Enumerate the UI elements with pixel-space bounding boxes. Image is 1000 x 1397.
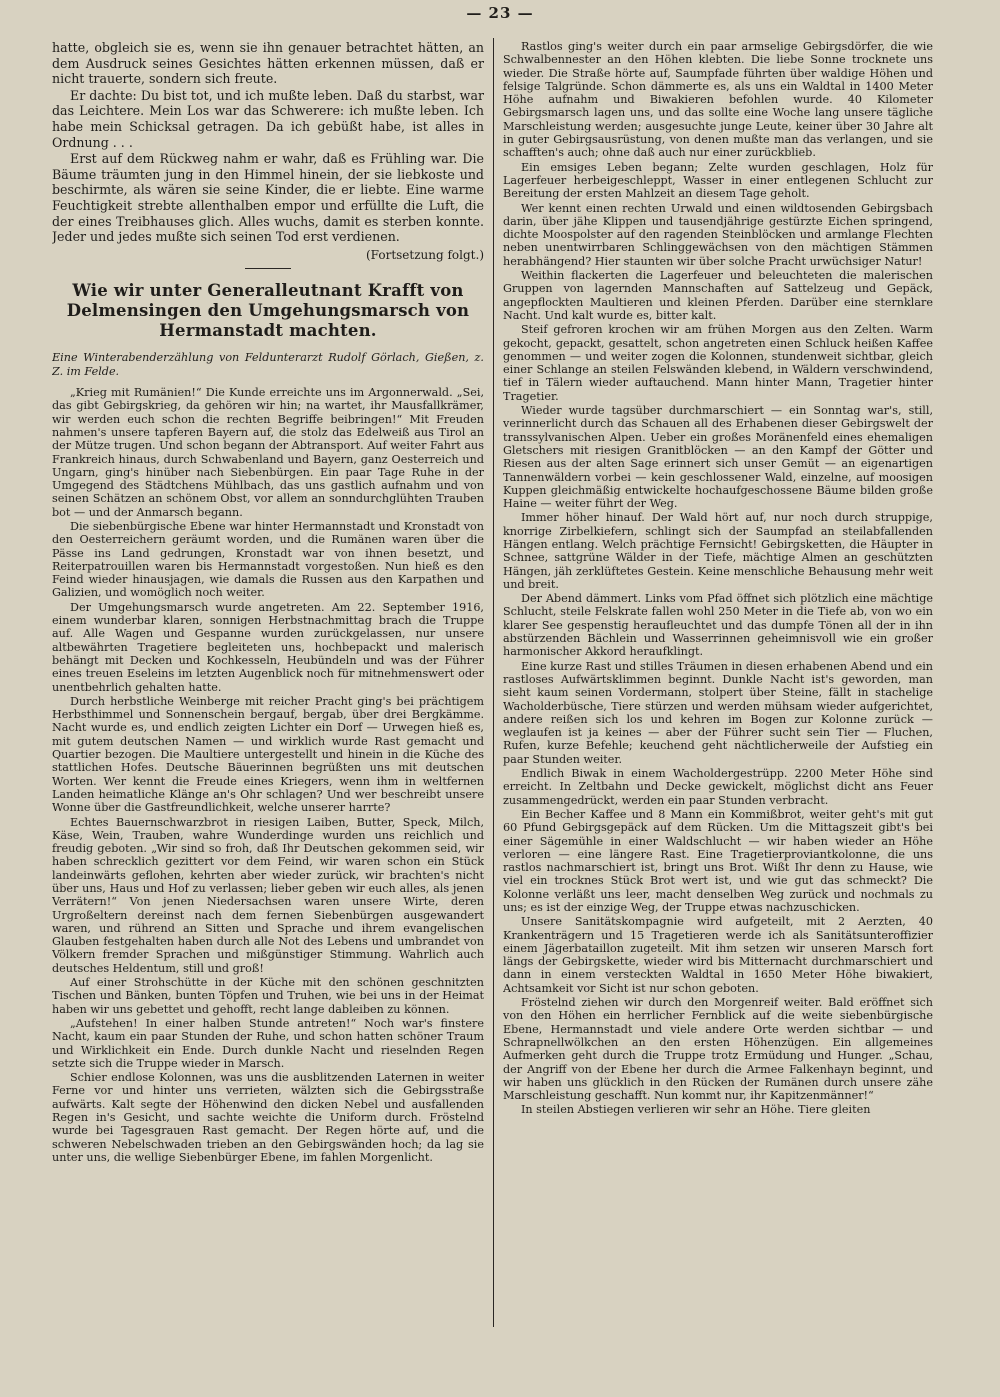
continuation-note: (Fortsetzung folgt.) — [366, 247, 484, 262]
article-paragraph: Auf einer Strohschütte in der Küche mit den schönen geschnitzten Tischen und Bänken, bunten Töpfen und Truhen, wie bei uns in der Heimat haben wir uns gebettet und gehofft, recht lange dableiben zu können. — [52, 976, 484, 1016]
article-paragraph: Ein Becher Kaffee und 8 Mann ein Kommißbrot, weiter geht's mit gut 60 Pfund Gebirgsgepäck auf dem Rücken. Um die Mittagszeit gibt's bei einer Sägemühle in einer Waldschlucht — wir haben wieder an Höhe verloren — eine längere Rast. Eine Tragetierproviantkolonne, die uns rastlos nachmarschiert ist, bringt uns Brot. Wißt Ihr denn zu Hause, wie viel ein trocknes Stück Brot wert ist, und wie gut das schmeckt? Die Kolonne verläßt uns leer, macht denselben Weg zurück und nochmals zu uns; es ist der einzige Weg, der Truppe etwas nachzuschicken. — [503, 807, 933, 914]
column-divider — [493, 38, 494, 1327]
article-paragraph: In steilen Abstiegen verlieren wir sehr an Höhe. Tiere gleiten — [521, 1103, 871, 1117]
article-paragraph: Endlich Biwak in einem Wacholdergestrüpp. 2200 Meter Höhe sind erreicht. In Zeltbahn und Decke gewickelt, möglichst dicht ans Feuer zusammengedrückt, werden ein paar Stunden verbracht. — [503, 767, 933, 807]
left-column — [52, 40, 484, 1387]
right-column — [503, 40, 933, 1387]
section-divider — [245, 268, 291, 269]
story-ending — [52, 40, 484, 245]
article-paragraph: Ein emsiges Leben begann; Zelte wurden geschlagen, Holz für Lagerfeuer herbeigeschleppt, Wasser in einer entlegenen Schlucht zur Bereitung der ersten Mahlzeit an diesem Tage geholt. — [503, 160, 933, 201]
article-paragraph: Immer höher hinauf. Der Wald hört auf, nur noch durch struppige, knorrige Zirbelkiefern, schlingt sich der Saumpfad an steilabfallenden Hängen entlang. Welch prächtige Fernsicht! Gebirgsketten, die Häupter in Schnee, sattgrüne Wälder in der Tiefe, mächtige Almen an geschützten Hängen, jäh zerklüftetes Gestein. Keine menschliche Behausung mehr weit und breit. — [503, 511, 933, 591]
article-paragraph: Unsere Sanitätskompagnie wird aufgeteilt, mit 2 Aerzten, 40 Krankenträgern und 15 Tragetieren werde ich als Sanitätsunteroffizier einem Jägerbataillon zugeteilt. Mit ihm setzen wir unseren Marsch fort längs der Gebirgskette, wieder wird bis Mitternacht durchmarschiert und dann in einem versteckten Waldtal in 1650 Meter Höhe biwakiert, Achtsamkeit vor Sicht ist nur schon geboten. — [503, 915, 933, 995]
article-paragraph: Echtes Bauernschwarzbrot in riesigen Laiben, Butter, Speck, Milch, Käse, Wein, Trauben, wahre Wunderdinge wurden uns reichlich und freudig geboten. „Wir sind so froh, daß Ihr Deutschen gekommen seid, wir haben schrecklich gezittert vor dem Feind, wir waren schon ein Stück landeinwärts geflohen, kehrten aber wieder zurück, wir brachten's nicht über uns, Haus und Hof zu verlassen; lieber geben wir euch alles, als jenen Verrätern!“ Von jenen Niedersachsen waren unsere Wirte, deren Urgroßeltern dereinst nach dem fernen Siebenbürgen ausgewandert waren, und rührend an Sitten und Sprache und ihrem evangelischen Glauben festgehalten haben durch alle Not des Lebens und umbrandet von Völkern fremder Sprachen und mißgünstiger Stimmung. Wahrlich auch deutsches Heldentum, still und groß! — [52, 815, 484, 975]
article-paragraph: Der Abend dämmert. Links vom Pfad öffnet sich plötzlich eine mächtige Schlucht, steile Felskrate fallen wohl 250 Meter in die Tiefe ab, von wo ein klarer See gespenstig heraufleuchtet und das dumpfe Tönen all der in ihn abstürzenden Bächlein und Wasserrinnen geheimnisvoll wie ein großer harmonischer Akkord heraufklingt. — [503, 592, 933, 659]
article-paragraph: Der Umgehungsmarsch wurde angetreten. Am 22. September 1916, einem wunderbar klaren, sonnigen Herbstnachmittag brach die Truppe auf. Alle Wagen und Gespanne wurden zurückgelassen, nur unsere altbewährten Tragetiere begleiteten uns, hochbepackt und malerisch behängt mit Decken und Kochkesseln, Heubündeln und was der Führer eines treuen Eseleins im letzten Augenblick noch für mitnehmenswert oder unentbehrlich gehalten hatte. — [52, 600, 484, 694]
article-paragraph: Die siebenbürgische Ebene war hinter Hermannstadt und Kronstadt von den Oesterreichern geräumt worden, und die Rumänen waren über die Pässe ins Land gedrungen, Kronstadt war von ihnen besetzt, und Reiterpatrouillen waren bis Hermannstadt vorgestoßen. Nun hieß es den Feind wieder hinausjagen, wie damals die Russen aus den Karpathen und Galizien, und womöglich noch weiter. — [52, 519, 484, 600]
article-paragraph: Eine kurze Rast und stilles Träumen in diesen erhabenen Abend und ein rastloses Aufwärtsklimmen beginnt. Dunkle Nacht ist's geworden, man sieht kaum seinen Vordermann, stolpert über Steine, fällt in stachelige Wacholderbüsche, Tiere stürzen und werden mühsam wieder aufgerichtet, andere reißen sich los und kehren im Bogen zur Kolonne zurück — weglaufen ist ja keines — aber der Führer sucht sein Tier — Fluchen, Rufen, kurze Befehle; keuchend geht nächtlicherweile der Aufstieg ein paar Stunden weiter. — [503, 659, 933, 766]
article-paragraph: Rastlos ging's weiter durch ein paar armselige Gebirgsdörfer, die wie Schwalbennester an den Höhen klebten. Die liebe Sonne trocknete uns wieder. Die Straße hörte auf, Saumpfade führten über waldige Höhen und felsige Talgründe. Schon dämmerte es, als uns ein Waldtal in 1400 Meter Höhe aufnahm und Biwakieren befohlen wurde. 40 Kilometer Gebirgsmarsch lagen uns, und das sollte eine Woche lang unsere tägliche Marschleistung werden; ausgesuchte junge Leute, keiner über 30 Jahre alt in guter Gebirgsausrüstung, von denen mußte man das verlangen, und sie schafften's auch; ohne daß auch nur einer zurückblieb. — [503, 40, 933, 160]
lead-paragraph: Erst auf dem Rückweg nahm er wahr, daß es Frühling war. Die Bäume träumten jung in den Himmel hinein, der sie liebkoste und beschirmte, als wären sie seine Kinder, die er liebte. Eine warme Feuchtigkeit strebte allenthalben empor und erfüllte die Luft, die der eines Treibhauses glich. Alles wuchs, damit es sterben konnte. Jeder und jedes mußte sich seinen Tod erst verdienen. — [52, 151, 484, 245]
lead-paragraph: Er dachte: Du bist tot, und ich mußte leben. Daß du starbst, war das Leichtere. Mein Los war das Schwerere: ich mußte leben. Ich habe mein Schicksal getragen. Da ich gebüßt habe, ist alles in Ordnung . . . — [52, 87, 484, 150]
article-paragraph: Wer kennt einen rechten Urwald und einen wildtosenden Gebirgsbach darin, über jähe Klippen und tausendjährige gestürzte Eichen springend, dichte Moospolster auf den ragenden Steinblöcken und armlange Flechten neben unentwirrbaren Schlinggewächsen von den mächtigen Stämmen herabhängend? Hier staunten wir über solche Pracht urwüchsiger Natur! — [503, 201, 933, 268]
lead-paragraph: hatte, obgleich sie es, wenn sie ihn genauer betrachtet hätten, an dem Ausdruck seines Gesichtes hätten erkennen müssen, daß er nicht trauerte, sondern sich freute. — [52, 40, 484, 87]
article-paragraph: Weithin flackerten die Lagerfeuer und beleuchteten die malerischen Gruppen von lagernden Mannschaften auf Sattelzeug und Gepäck, angepflockten Maultieren und kleinen Pferden. Darüber eine sternklare Nacht. Und kalt wurde es, bitter kalt. — [503, 269, 933, 322]
article-byline: Eine Winterabenderzählung von Feldunterarzt Rudolf Görlach, Gießen, z. Z. im Felde. — [52, 351, 484, 378]
article-paragraph: Steif gefroren krochen wir am frühen Morgen aus den Zelten. Warm gekocht, gepackt, gesattelt, schon angetreten einen Schluck heißen Kaffee genommen — und weiter zogen die Kolonnen, stundenweit sichtbar, gleich einer Schlange an steilen Felswänden klebend, in Wäldern verschwindend, tief in Tälern wieder auftauchend. Mann hinter Mann, Tragetier hinter Tragetier. — [503, 323, 933, 403]
article-paragraph: Wieder wurde tagsüber durchmarschiert — ein Sonntag war's, still, verinnerlicht durch das Schauen all des Erhabenen dieser Gebirgswelt der transsylvanischen Alpen. Ueber ein großes Moränenfeld eines ehemaligen Gletschers mit riesigen Granitblöcken — an den Kampf der Götter und Riesen aus der alten Sage erinnert sich unser Gemüt — an eigenartigen Tannenwäldern vorbei — kein geschlossener Wald, einzelne, auf moosigen Kuppen gleichmäßig entwickelte hochaufgeschossene Bäume bilden große Haine — weiter führt der Weg. — [503, 404, 933, 511]
article-headline: Wie wir unter Generalleutnant Krafft von Delmensingen den Umgehungsmarsch von Hermanstadt machten. — [66, 281, 470, 341]
article-paragraph: Durch herbstliche Weinberge mit reicher Pracht ging's bei prächtigem Herbsthimmel und Sonnenschein bergauf, bergab, über drei Bergkämme. Nacht wurde es, und endlich zeigten Lichter ein Dorf — Urwegen hieß es, mit gutem deutschen Namen — und wirklich wurde Rast gemacht und Quartier bezogen. Die Maultiere untergestellt und hinein in die Küche des stattlichen Hofes. Deutsche Bäuerinnen begrüßten uns mit deutschen Worten. Wer kennt die Freude eines Kriegers, wenn ihm in weltfernen Landen heimatliche Klänge an's Ohr schlagen? Und wer beschreibt unsere Wonne über die Gastfreundlichkeit, welche unserer harrte? — [52, 694, 484, 815]
article-paragraph: Fröstelnd ziehen wir durch den Morgenreif weiter. Bald eröffnet sich von den Höhen ein herrlicher Fernblick auf die weite siebenbürgische Ebene, Hermannstadt und viele andere Orte werden sichtbar — und Schrapnellwölkchen an den ersten Höhenzügen. Ein allgemeines Aufmerken geht durch die Truppe trotz Ermüdung und Hunger. „Schau, der Angriff von der Ebene her durch die Armee Falkenhayn beginnt, und wir haben uns glücklich in den Rücken der Rumänen durch unsere zähe Marschleistung geschafft. Nun kommt nur, ihr Kapitzenmänner!“ — [503, 996, 933, 1103]
article-paragraph: Schier endlose Kolonnen, was uns die ausblitzenden Laternen in weiter Ferne vor und hinter uns verrieten, wälzten sich die Gebirgsstraße aufwärts. Kalt segte der Höhenwind den dicken Nebel und ausfallenden Regen in's Gesicht, und sachte weichte die Uniform durch. Fröstelnd wurde bei Tagesgrauen Rast gemacht. Der Regen hörte auf, und die schweren Nebelschwaden trieben an den Gebirgswänden hoch; da lag sie unter uns, die wellige Siebenbürger Ebene, im fahlen Morgenlicht. — [52, 1071, 484, 1164]
article-paragraph: „Krieg mit Rumänien!“ Die Kunde erreichte uns im Argonnerwald. „Sei, das gibt Gebirgskrieg, da gehören wir hin; na wartet, ihr Mausfallkrämer, wir werden euch schon die rechten Begriffe beibringen!“ Mit Freuden nahmen's unsere tapferen Bayern auf, die stolz das Edelweiß aus Tirol an der Mütze trugen. Und schon begann der Abtransport. Auf weiter Fahrt aus Frankreich hinaus, durch Schwabenland und Bayern, ganz Oesterreich und Ungarn, ging's hinüber nach Siebenbürgen. Ein paar Tage Ruhe in der Umgegend des Städtchens Mühlbach, das uns gastlich aufnahm und von seinen Schätzen an schönem Obst, vor allem an sonndurchglühten Trauben bot — und der Anmarsch begann. — [52, 386, 484, 519]
article-paragraph: „Aufstehen! In einer halben Stunde antreten!“ Noch war's finstere Nacht, kaum ein paar Stunden der Ruhe, und schon hatten schöner Traum und Wirklichkeit ein Ende. Durch dunkle Nacht und rieselnden Regen setzte sich die Truppe wieder in Marsch. — [52, 1016, 484, 1070]
page-number: — 23 — — [466, 4, 534, 22]
